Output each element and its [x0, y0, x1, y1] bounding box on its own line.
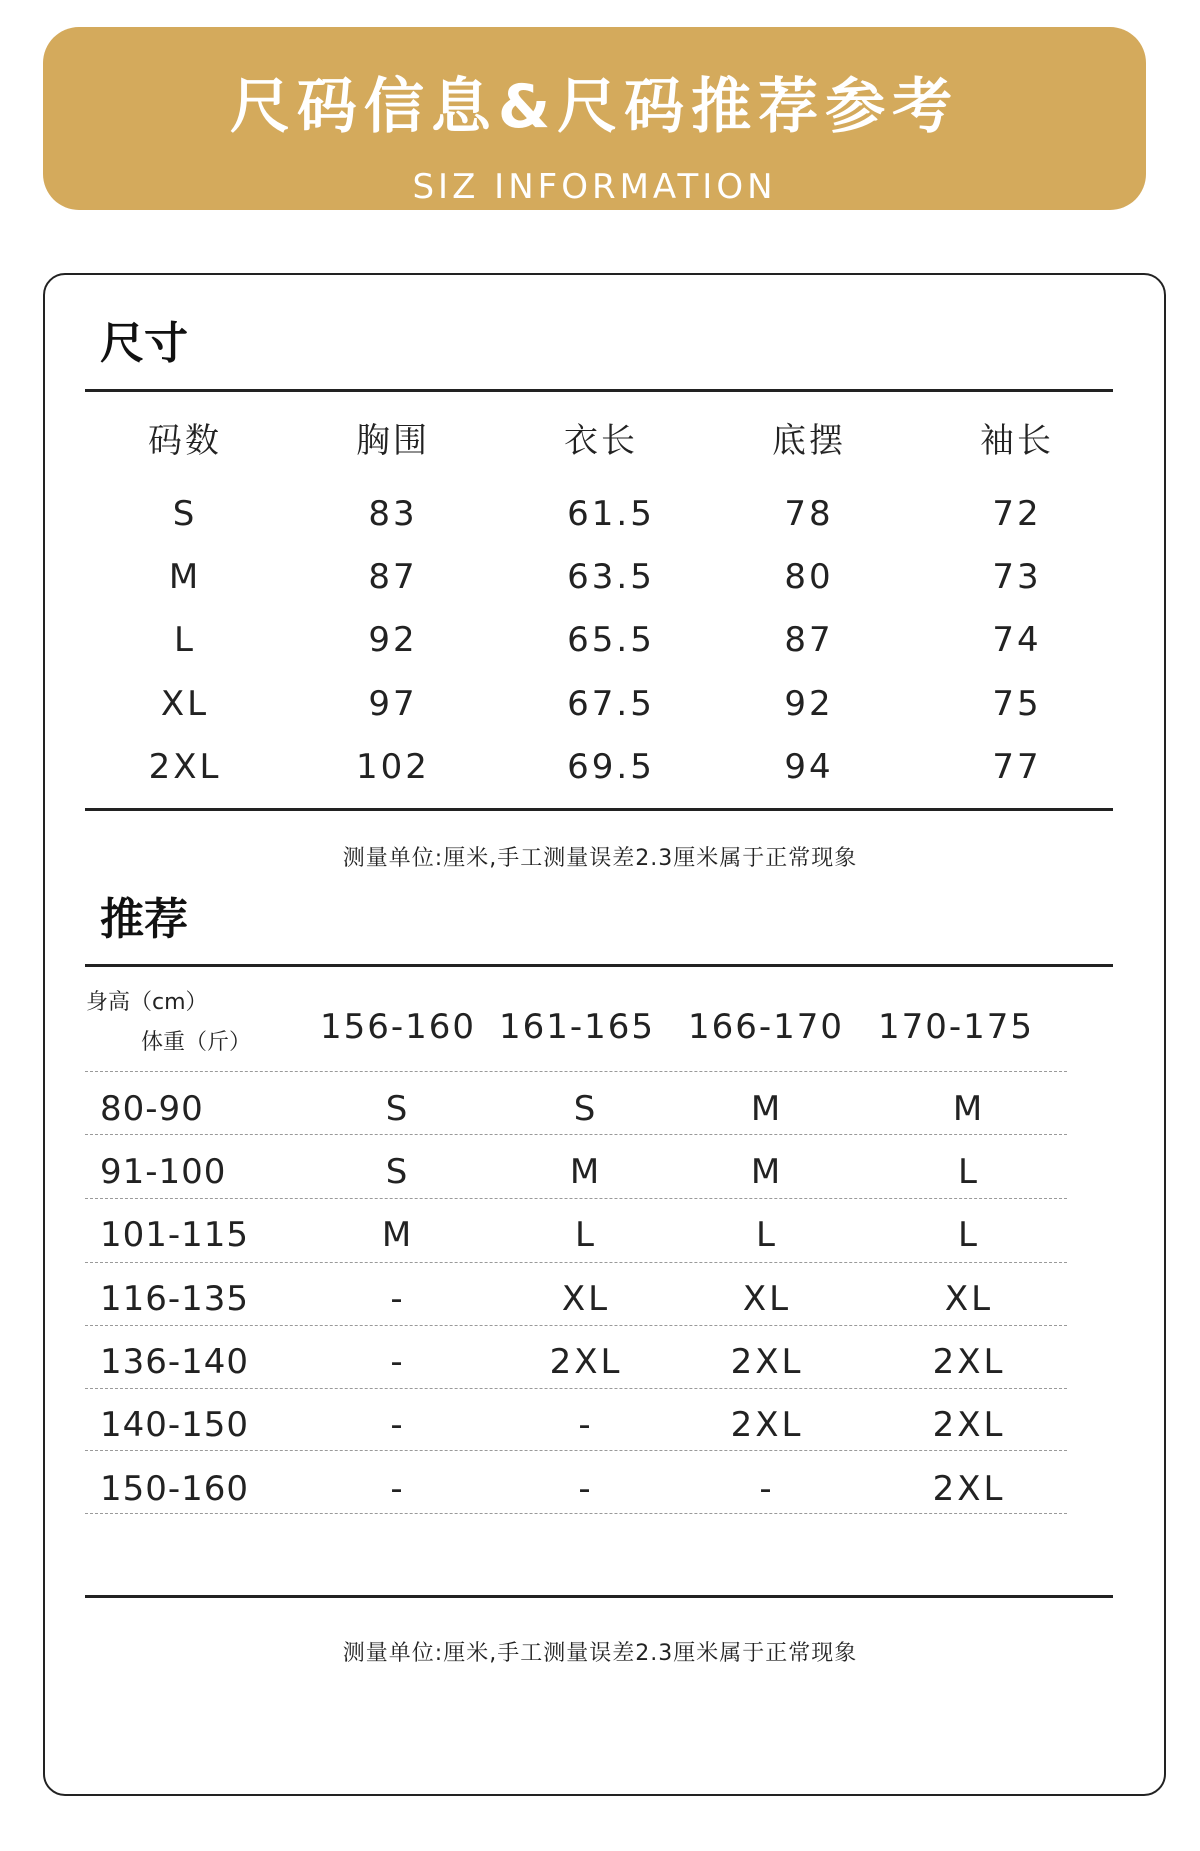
measurement-note-bottom: 测量单位:厘米,手工测量误差2.3厘米属于正常现象: [342, 1641, 858, 1666]
size-section-title: 尺寸: [100, 318, 188, 369]
size-cell: 77: [992, 747, 1042, 787]
weight-range-cell: 136-140: [100, 1342, 250, 1382]
row-divider: [85, 1262, 1067, 1263]
row-divider: [85, 1325, 1067, 1326]
size-table-bottom-rule: [85, 808, 1113, 811]
size-cell: 87: [784, 620, 834, 660]
recommend-table-top-rule: [85, 964, 1113, 967]
size-cell: 69.5: [567, 747, 655, 787]
recommend-size-cell: M: [381, 1215, 415, 1255]
row-divider: [85, 1134, 1067, 1135]
size-cell: 63.5: [567, 557, 655, 597]
size-table-top-rule: [85, 389, 1113, 392]
recommend-size-cell: M: [952, 1089, 986, 1129]
size-col-header: 底摆: [772, 421, 846, 461]
recommend-size-cell: M: [750, 1089, 784, 1129]
height-range-header: 156-160: [319, 1007, 477, 1047]
recommend-size-cell: S: [573, 1089, 599, 1129]
size-cell: S: [172, 494, 198, 534]
height-axis-label: 身高（cm）: [86, 990, 208, 1015]
weight-range-cell: 140-150: [100, 1405, 250, 1445]
recommend-size-cell: S: [385, 1152, 411, 1192]
recommend-size-cell: 2XL: [549, 1342, 623, 1382]
row-divider: [85, 1450, 1067, 1451]
weight-range-cell: 91-100: [100, 1152, 227, 1192]
recommend-size-cell: XL: [944, 1279, 994, 1319]
recommend-size-cell: -: [759, 1469, 775, 1509]
size-cell: L: [174, 620, 196, 660]
size-cell: 75: [992, 684, 1042, 724]
recommend-size-cell: M: [750, 1152, 784, 1192]
weight-range-cell: 80-90: [100, 1089, 204, 1129]
size-cell: 61.5: [567, 494, 655, 534]
size-cell: 73: [992, 557, 1042, 597]
size-col-header: 袖长: [980, 421, 1054, 461]
recommend-size-cell: XL: [742, 1279, 792, 1319]
recommend-table-bottom-rule: [85, 1595, 1113, 1598]
weight-range-cell: 116-135: [100, 1279, 250, 1319]
recommend-size-cell: L: [575, 1215, 597, 1255]
header-banner: [43, 27, 1146, 210]
recommend-size-cell: L: [958, 1152, 980, 1192]
weight-range-cell: 101-115: [100, 1215, 250, 1255]
size-cell: 67.5: [567, 684, 655, 724]
size-cell: 87: [368, 557, 418, 597]
recommend-size-cell: -: [390, 1469, 406, 1509]
size-col-header: 码数: [148, 421, 222, 461]
recommend-size-cell: L: [756, 1215, 778, 1255]
size-col-header: 胸围: [356, 421, 430, 461]
height-range-header: 170-175: [877, 1007, 1035, 1047]
recommend-size-cell: -: [578, 1469, 594, 1509]
row-divider: [85, 1513, 1067, 1514]
size-cell: 92: [368, 620, 418, 660]
recommend-section-title: 推荐: [100, 894, 188, 945]
size-cell: 80: [784, 557, 834, 597]
recommend-size-cell: 2XL: [932, 1405, 1006, 1445]
page-subtitle: SIZ INFORMATION: [412, 167, 777, 207]
size-cell: M: [168, 557, 202, 597]
page-title: 尺码信息&尺码推荐参考: [229, 72, 960, 142]
measurement-note: 测量单位:厘米,手工测量误差2.3厘米属于正常现象: [342, 846, 858, 871]
recommend-size-cell: S: [385, 1089, 411, 1129]
height-range-header: 166-170: [687, 1007, 845, 1047]
row-divider: [85, 1388, 1067, 1389]
size-cell: 97: [368, 684, 418, 724]
row-divider: [85, 1198, 1067, 1199]
size-cell: 72: [992, 494, 1042, 534]
size-cell: 74: [992, 620, 1042, 660]
size-cell: 94: [784, 747, 834, 787]
recommend-size-cell: M: [569, 1152, 603, 1192]
height-range-header: 161-165: [498, 1007, 656, 1047]
size-col-header: 衣长: [564, 421, 638, 461]
weight-axis-label: 体重（斤）: [141, 1030, 252, 1055]
weight-range-cell: 150-160: [100, 1469, 250, 1509]
recommend-size-cell: -: [390, 1342, 406, 1382]
size-cell: 65.5: [567, 620, 655, 660]
size-cell: 78: [784, 494, 834, 534]
recommend-size-cell: -: [390, 1279, 406, 1319]
size-cell: 102: [356, 747, 430, 787]
recommend-size-cell: L: [958, 1215, 980, 1255]
size-cell: XL: [160, 684, 210, 724]
row-divider: [85, 1071, 1067, 1072]
recommend-size-cell: -: [578, 1405, 594, 1445]
recommend-size-cell: 2XL: [932, 1342, 1006, 1382]
recommend-size-cell: XL: [561, 1279, 611, 1319]
recommend-size-cell: 2XL: [730, 1405, 804, 1445]
recommend-size-cell: -: [390, 1405, 406, 1445]
size-cell: 2XL: [148, 747, 222, 787]
recommend-size-cell: 2XL: [730, 1342, 804, 1382]
size-cell: 83: [368, 494, 418, 534]
size-cell: 92: [784, 684, 834, 724]
recommend-size-cell: 2XL: [932, 1469, 1006, 1509]
